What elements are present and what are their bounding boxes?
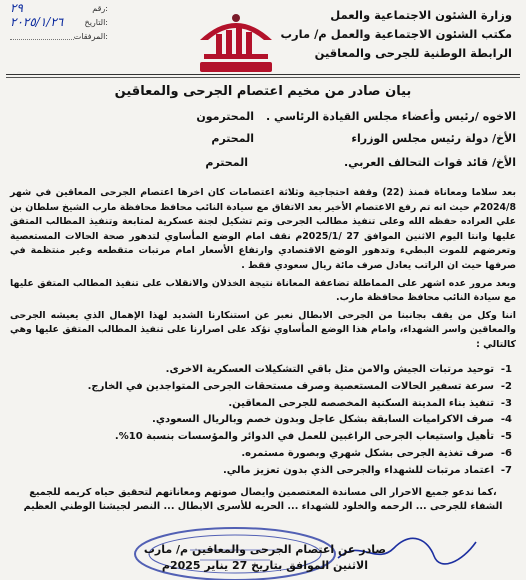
paragraph-background: بعد سلاما ومعاناة فمنذ (22) وقفة احتجاجية وثلاثة اعتصامات كان اخرها اعتصام الجرحى المعاقين في شهر 2024/8م حيث انه تم رفع الاعتصام الأخير بعد الاتفاق مع سيادة النائب محافظ محافظة مارب الشيخ سلطان بن علي العراده حفظه الله وعلى تنفيذ مطالب الجرحى وتم تشكيل لجنة عسكرية لمتابعة وتنفيذ المطالب المتفق عليها وانتا اليوم الاثنين الموافق 27 /2025/1م نقف امام الوضع المأساوي لتدهور صحة الحالات المستعصية وتعرضهم للموت البطيء وتدهور الوضع الاقتصادي وارتفاع الأسعار امام مرتبات متقطعه وغير منتظمة في صرفها حيث ان الراتب يعادل صرف مائة ريال سعودي فقط . bbox=[10, 187, 516, 271]
demand-text: صرف الاكراميات السابقة بشكل عاجل وبدون خصم وبالريال السعودي. bbox=[152, 414, 494, 426]
demand-item bbox=[32, 446, 512, 463]
ref-attachments-row bbox=[4, 30, 112, 44]
demand-text: توحيد مرتبات الجيش والامن مثل باقي التشكيلات العسكرية الاخرى. bbox=[165, 364, 494, 375]
statement-title: بيان صادر من مخيم اعتصام الجرحى والمعاقين bbox=[114, 84, 412, 99]
signoff-block bbox=[144, 542, 386, 574]
addressee-name: الاخوه /رئيس وأعضاء مجلس القيادة الرئاسي . bbox=[266, 110, 516, 123]
ref-date-value: ٢٠٢٥/١/٢٦ bbox=[10, 15, 64, 29]
paragraph-condemnation: اننا وكل من يقف بجانبنا من الجرحى الابطال نعبر عن استنكارنا الشديد لهذا الإهمال الذي يعيشه الجرحى والمعاقين واسر الشهداء، وامام هذا الوضع المأساوي نؤكد على اصرارنا على تنفيذ المطالب المتفق عليها وهي كالتالي : bbox=[10, 309, 516, 350]
closing-appeal: ،كما ندعو جميع الاحرار الى مساندة المعتصمين وايصال صوتهم ومعاناتهم لتحقيق حياه كريمه للجميع bbox=[29, 487, 497, 498]
ref-date-label: التاريخ: bbox=[84, 18, 108, 27]
demand-number: 4- bbox=[500, 414, 512, 426]
header-divider-thin bbox=[6, 77, 520, 78]
addressee-salutation: المحترم bbox=[211, 132, 254, 145]
closing-block bbox=[0, 486, 526, 514]
ref-attachments-line bbox=[10, 39, 74, 40]
demand-item bbox=[32, 362, 512, 379]
demand-number: 2- bbox=[500, 380, 512, 392]
demand-text: تنفيذ بناء المدينة السكنية المخصصه للجرحى المعاقين. bbox=[228, 397, 494, 409]
demand-number: 5- bbox=[500, 431, 512, 443]
demand-text: صرف تغذية الجرحى بشكل شهري وبصورة مستمره. bbox=[241, 447, 494, 459]
addressee-coalition bbox=[10, 156, 516, 172]
org-office: مكتب الشئون الاجتماعية والعمل م/ مارب bbox=[280, 27, 512, 41]
org-ministry: وزارة الشئون الاجتماعية والعمل bbox=[330, 8, 512, 22]
demand-number: 3- bbox=[500, 397, 512, 409]
demand-text: سرعة تسفير الحالات المستعصية وصرف مستحقات الجرحى المتواجدين في الخارج. bbox=[87, 380, 494, 392]
addressee-name: الأخ/ قائد قوات التحالف العربي. bbox=[343, 156, 516, 169]
demand-item bbox=[32, 396, 512, 413]
addressee-name: الأخ/ دولة رئيس مجلس الوزراء bbox=[351, 132, 516, 145]
ref-date-row bbox=[4, 16, 112, 30]
demands-list bbox=[32, 362, 512, 480]
demand-item bbox=[32, 463, 512, 480]
addressee-council bbox=[10, 110, 516, 126]
demand-text: تأهيل واستيعاب الجرحى الراغبين للعمل في الدوائر والمؤسسات بنسبة 10%. bbox=[114, 431, 494, 443]
signoff-date: الاثنين الموافق بتاريخ 27 يناير 2025م bbox=[161, 559, 368, 572]
organization-lines bbox=[280, 6, 512, 63]
demand-number: 6- bbox=[500, 447, 512, 459]
paragraph-delay: وبعد مرور عده اشهر على المماطلة تضاعفة المعاناة نتيجة الخذلان والانقلاب على تنفيذ المطالب المتفق عليها مع سيادة النائب محافظ محافظة مارب. bbox=[10, 277, 516, 304]
demand-text: اعتماد مرتبات للشهداء والجرحى الذي بدون تعزيز مالي. bbox=[222, 464, 494, 476]
addressee-prime-minister bbox=[10, 132, 516, 148]
org-league: الرابطة الوطنية للجرحى والمعاقين bbox=[314, 46, 512, 60]
league-emblem-logo bbox=[190, 4, 282, 78]
closing-slogan: الشفاء للجرحى ... الرحمه والخلود للشهداء ... الحريه للأسرى الابطال ... النصر لجيشنا الوطني العظيم bbox=[23, 501, 503, 512]
demand-item bbox=[32, 379, 512, 396]
addressee-salutation: المحترمون bbox=[196, 110, 254, 123]
demand-item bbox=[32, 429, 512, 446]
letterhead bbox=[0, 0, 526, 82]
ref-number-label: رقم: bbox=[92, 4, 108, 13]
ref-attachments-label: المرفقات: bbox=[73, 32, 108, 41]
reference-box bbox=[4, 2, 112, 50]
demand-item bbox=[32, 412, 512, 429]
demand-number: 7- bbox=[500, 464, 512, 476]
ref-number-value: ٢٩ bbox=[10, 1, 23, 15]
statement-body bbox=[10, 186, 516, 353]
demand-number: 1- bbox=[500, 364, 512, 375]
ref-number-row bbox=[4, 2, 112, 16]
signoff-issuer: صادر عن اعتصام الجرحى والمعاقين م/ مارب bbox=[143, 543, 386, 556]
header-divider bbox=[6, 74, 520, 75]
addressee-salutation: المحترم bbox=[205, 156, 248, 169]
